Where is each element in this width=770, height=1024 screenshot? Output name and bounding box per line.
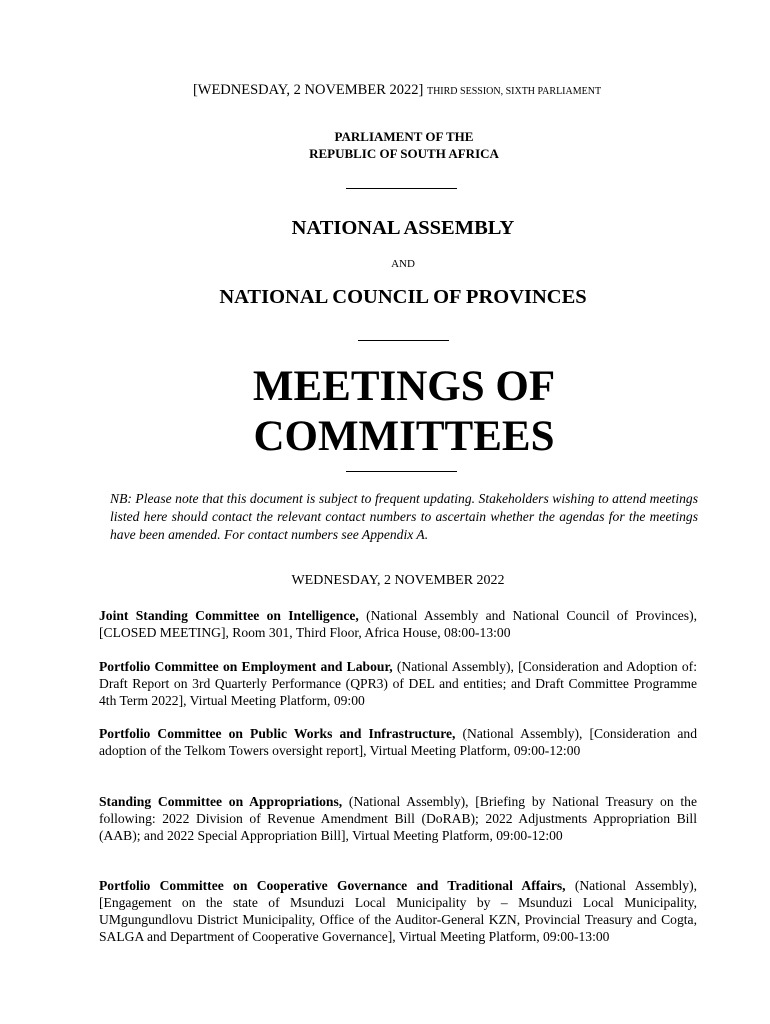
meeting-details: (National Assembly), [Consideration and adoption of the Telkom Towers oversight report], Virtual Meeting Platform, 09:00-12:00 (99, 726, 697, 758)
header-date: [WEDNESDAY, 2 NOVEMBER 2022] (192, 82, 424, 98)
meeting-entry (99, 877, 697, 945)
running-header (0, 82, 770, 99)
title-line-2: COMMITTEES (253, 413, 555, 460)
meeting-entry (99, 793, 697, 844)
document-title (0, 362, 770, 462)
committee-name: Standing Committee on Appropriations, (99, 794, 343, 809)
committee-name: Portfolio Committee on Public Works and Infrastructure, (99, 726, 456, 741)
ncop-heading: NATIONAL COUNCIL OF PROVINCES (219, 286, 587, 308)
committee-name: Portfolio Committee on Cooperative Governance and Traditional Affairs, (99, 878, 566, 893)
meeting-details: (National Assembly), [Briefing by National Treasury on the following: 2022 Division of Revenue Amendment Bill (DoRAB); 2022 Adjustments Appropriation Bill (AAB); and 2022 Special Appropriation Bill], Virtual Meeting Platform, 09:00-12:00 (99, 794, 697, 843)
committee-name: Joint Standing Committee on Intelligence, (99, 608, 359, 623)
national-assembly-heading: NATIONAL ASSEMBLY (291, 217, 515, 239)
and-connector: AND (391, 258, 415, 270)
meeting-details: (National Assembly and National Council of Provinces), [CLOSED MEETING], Room 301, Third Floor, Africa House, 08:00-13:00 (99, 608, 697, 640)
parliament-heading (0, 128, 770, 162)
day-heading: WEDNESDAY, 2 NOVEMBER 2022 (291, 573, 505, 588)
header-session: THIRD SESSION, SIXTH PARLIAMENT (426, 86, 602, 97)
meeting-entry (99, 607, 697, 641)
title-line-1: MEETINGS OF (252, 363, 556, 410)
parliament-line-2: REPUBLIC OF SOUTH AFRICA (309, 146, 499, 161)
meeting-details: (National Assembly), [Consideration and Adoption of: Draft Report on 3rd Quarterly Performance (QPR3) of DEL and entities; and Draft Committee Programme 4th Term 2022], Virtual Meeting Platform, 09:00 (99, 659, 697, 708)
divider-rule (358, 340, 449, 341)
divider-rule (346, 471, 457, 472)
meeting-entry (99, 658, 697, 709)
meeting-details: (National Assembly), [Engagement on the state of Msunduzi Local Municipality by – Msunduzi Local Municipality, UMgungundlovu District Municipality, Office of the Auditor-General KZN, Provincial Treasury and Cogta, SALGA and Department of Cooperative Governance], Virtual Meeting Platform, 09:00-13:00 (99, 878, 698, 944)
meeting-entry (99, 725, 697, 759)
committee-name: Portfolio Committee on Employment and Labour, (99, 659, 393, 674)
parliament-line-1: PARLIAMENT OF THE (334, 129, 474, 144)
divider-rule (346, 188, 457, 189)
updating-notice: NB: Please note that this document is subject to frequent updating. Stakeholders wishing to attend meetings listed here should contact the relevant contact numbers to ascertain whether the agendas for the meetings have been amended. For contact numbers see Appendix A. (110, 491, 698, 542)
